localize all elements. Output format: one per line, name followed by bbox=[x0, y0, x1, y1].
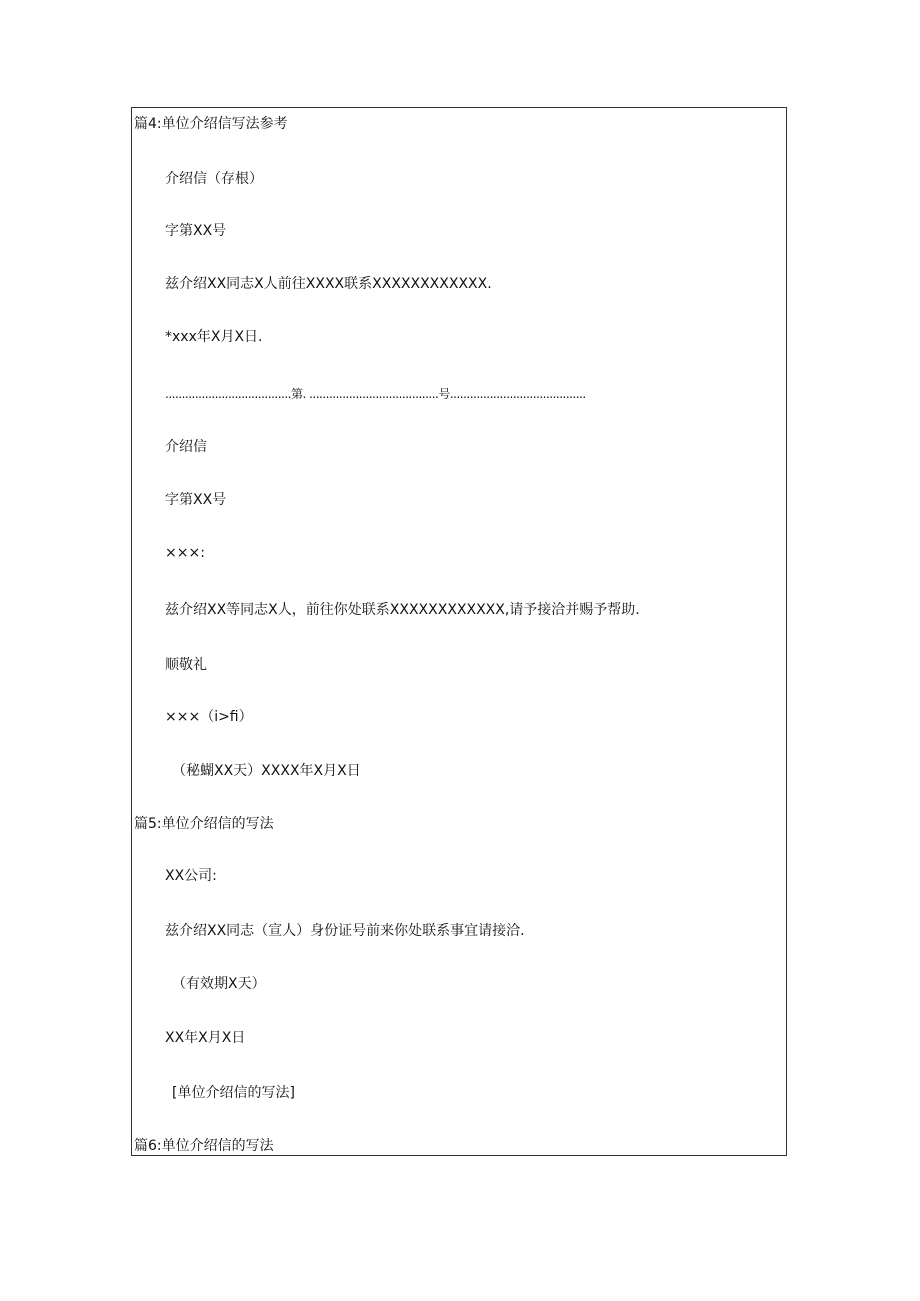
section-heading: 篇5:单位介绍信的写法 bbox=[134, 816, 274, 832]
section-heading: 篇4:单位介绍信写法参考 bbox=[134, 116, 288, 132]
letter-validity-date: （秘蝴XX天）XXXX年X月X日 bbox=[172, 763, 361, 779]
letter-signature: ×××（i>fi） bbox=[165, 709, 253, 725]
perforation-line: ......................................第. .......................................号......................................... bbox=[165, 387, 586, 401]
stub-number: 字第XX号 bbox=[165, 223, 227, 239]
letter-body: 兹介绍XX等同志X人，前往你处联系XXXXXXXXXXXX,请予接洽并赐予帮助. bbox=[165, 602, 640, 618]
letter-note: [单位介绍信的写法] bbox=[172, 1085, 295, 1101]
section-heading: 篇6:单位介绍信的写法 bbox=[134, 1138, 274, 1154]
letter-number: 字第XX号 bbox=[165, 492, 227, 508]
document-frame bbox=[131, 107, 787, 1156]
letter-recipient: XX公司: bbox=[165, 868, 217, 884]
letter-closing: 顺敬礼 bbox=[165, 657, 207, 673]
stub-date: *xxx年X月X日. bbox=[165, 329, 263, 345]
stub-body: 兹介绍XX同志X人前往XXXX联系XXXXXXXXXXXX. bbox=[165, 276, 492, 292]
letter-title: 介绍信 bbox=[165, 439, 207, 455]
letter-date: XX年X月X日 bbox=[165, 1030, 246, 1046]
stub-title: 介绍信（存根） bbox=[165, 171, 263, 187]
letter-recipient: ×××: bbox=[165, 545, 205, 561]
letter-validity: （有效期X天） bbox=[172, 976, 266, 992]
letter-body: 兹介绍XX同志（宣人）身份证号前来你处联系事宜请接洽. bbox=[165, 923, 525, 939]
